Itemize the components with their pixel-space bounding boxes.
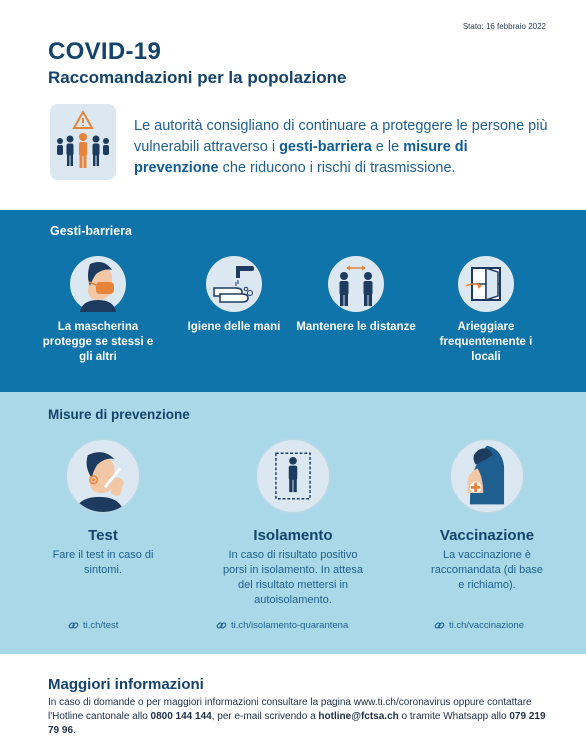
gesti-label: La mascherina protegge se stessi e gli altri	[42, 321, 154, 363]
isolation-icon	[255, 438, 331, 514]
more-info-text: In caso di domande o per maggiori informazioni consultare la pagina www.ti.ch/coronavirus oppure contattare l'Hotline cantonale allo 0800 144 144, per e-mail scrivendo a hotline@fctsa.ch o tramite Whatsapp allo 079 219 79 96.	[48, 697, 546, 736]
test-description: Fare il test in caso di sintomi.	[52, 549, 154, 576]
link-icon	[216, 620, 227, 631]
vaccinazione-link-label: ti.ch/vaccinazione	[449, 620, 524, 631]
handwashing-icon	[206, 256, 262, 312]
test-swab-icon	[65, 438, 141, 514]
misure-heading: Misure di prevenzione	[48, 407, 190, 422]
hotline-email[interactable]: hotline@fctsa.ch	[318, 711, 399, 722]
misure-item-test	[18, 438, 188, 578]
gesti-label: Igiene delle mani	[187, 321, 281, 333]
test-link[interactable]	[68, 620, 118, 631]
page-subtitle: Raccomandazioni per la popolazione	[48, 68, 347, 87]
date-label: Stato: 16 febbraio 2022	[462, 22, 546, 31]
more-info-title: Maggiori informazioni	[48, 676, 204, 693]
whatsapp-number[interactable]: 079 219 79 96	[48, 711, 546, 736]
gesti-barriera-section	[0, 210, 586, 392]
gesti-item-mask	[38, 256, 158, 365]
gesti-item-distance	[296, 256, 416, 335]
gesti-label: Arieggiare frequentemente i locali	[439, 321, 533, 363]
warning-people-icon	[50, 104, 116, 180]
gesti-heading: Gesti-barriera	[50, 224, 132, 238]
gesti-item-hands	[174, 256, 294, 335]
misure-prevenzione-section	[0, 392, 586, 654]
vaccinazione-link[interactable]	[434, 620, 524, 631]
test-title: Test	[88, 527, 118, 544]
hotline-phone[interactable]: 0800 144 144	[150, 711, 212, 722]
misure-item-vaccinazione	[402, 438, 572, 593]
isolamento-link-label: ti.ch/isolamento-quarantena	[231, 620, 349, 631]
isolamento-title: Isolamento	[253, 527, 333, 544]
gesti-item-window	[426, 256, 546, 365]
vaccination-icon	[449, 438, 525, 514]
open-window-icon	[458, 256, 514, 312]
vaccinazione-description: La vaccinazione è raccomandata (di base e richiamo).	[431, 549, 543, 591]
link-icon	[434, 620, 445, 631]
mask-icon	[70, 256, 126, 312]
distance-icon	[328, 256, 384, 312]
test-link-label: ti.ch/test	[83, 620, 119, 631]
intro-text: Le autorità consigliano di continuare a proteggere le persone più vulnerabili attraverso i gesti-barriera e le misure di prevenzione che riducono i rischi di trasmissione.	[134, 118, 548, 176]
misure-item-isolamento	[208, 438, 378, 608]
page-title: COVID-19	[48, 38, 162, 65]
isolamento-description: In caso di risultato positivo porsi in isolamento. In attesa del risultato mettersi in autoisolamento.	[222, 549, 364, 606]
gesti-label: Mantenere le distanze	[296, 321, 416, 333]
isolamento-link[interactable]	[216, 620, 348, 631]
link-icon	[68, 620, 79, 631]
vaccinazione-title: Vaccinazione	[439, 527, 535, 544]
